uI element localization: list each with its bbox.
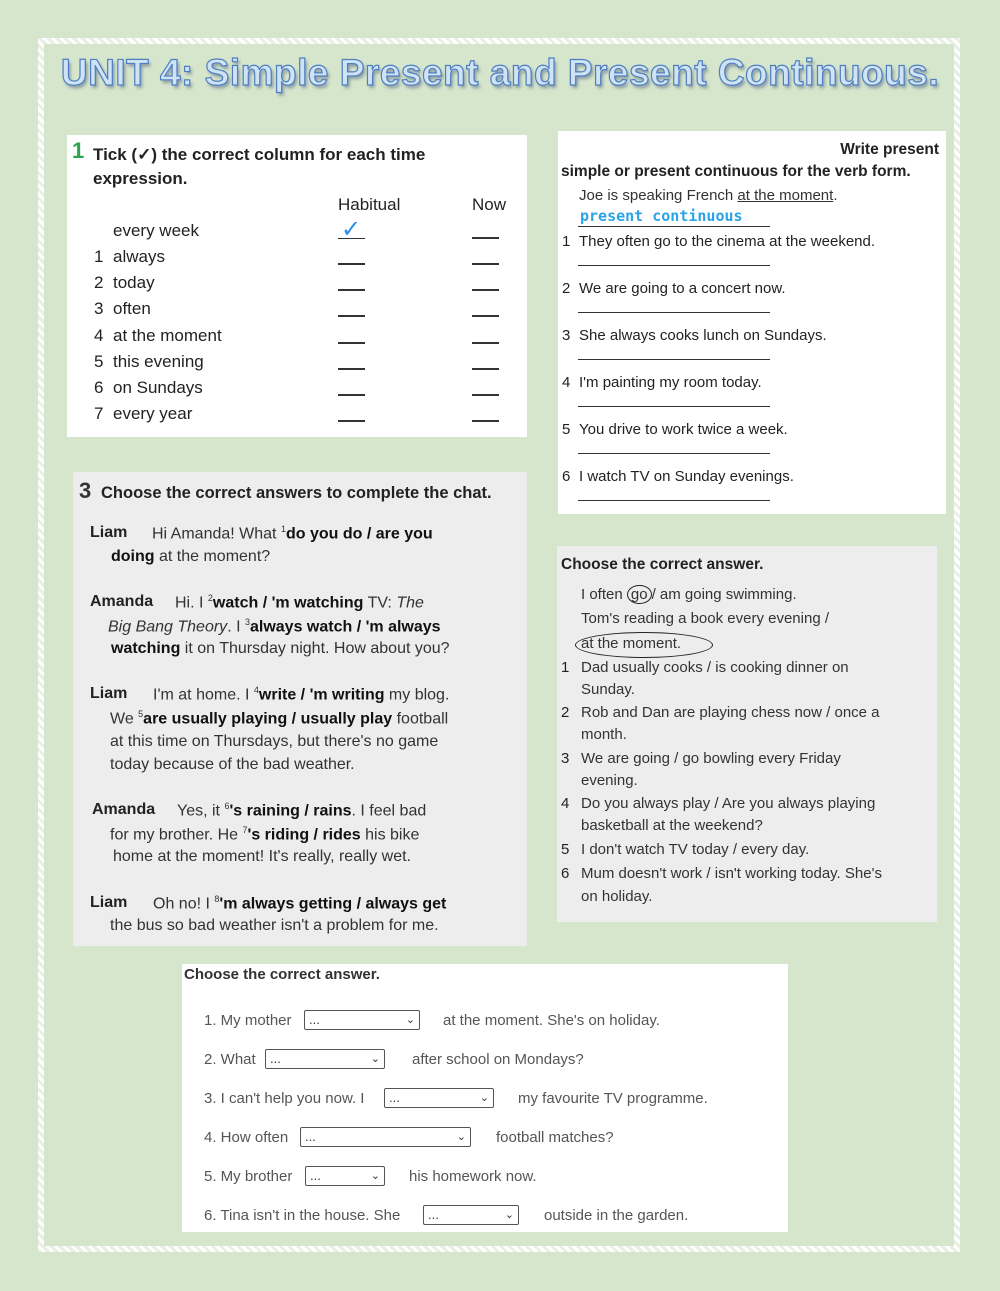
- chat-line: I'm at home. I $^4$write / 'm writing my blog.: [153, 685, 450, 704]
- answer-line[interactable]: [578, 359, 770, 360]
- answer-line-habitual[interactable]: [338, 394, 365, 396]
- table-row: 7 every year: [67, 404, 527, 430]
- check-mark-icon: ✓: [341, 216, 362, 243]
- answer-choice[interactable]: Mum doesn't work / isn't working today. She's: [581, 865, 882, 882]
- exercise-3-panel: [73, 472, 527, 946]
- example-answer: present continuous: [580, 207, 743, 225]
- answer-line-habitual[interactable]: [338, 420, 365, 422]
- answer-choice[interactable]: 'm always getting / always get: [219, 895, 447, 913]
- chat-line: watching it on Thursday night. How about you?: [111, 640, 450, 657]
- answer-choice[interactable]: 's riding / rides: [247, 826, 361, 844]
- list-item: 3. I can't help you now. I ... ⌄ my favourite TV programme.: [204, 1090, 708, 1107]
- list-item: 4. How often ... ⌄ football matches?: [204, 1129, 614, 1146]
- chevron-down-icon: ⌄: [405, 1014, 415, 1026]
- answer-line[interactable]: [578, 312, 770, 313]
- list-item: 1. My mother ... ⌄ at the moment. She's on holiday.: [204, 1012, 660, 1029]
- answer-line-habitual[interactable]: [338, 368, 365, 370]
- chevron-down-icon: ⌄: [456, 1131, 466, 1143]
- chevron-down-icon: ⌄: [504, 1209, 514, 1221]
- exercise-instruction: Choose the correct answer.: [184, 966, 380, 983]
- time-expression: every week: [113, 221, 199, 240]
- table-row: 2 today: [67, 273, 527, 299]
- answer-choice[interactable]: watching: [111, 640, 181, 657]
- chat-line: doing at the moment?: [111, 548, 271, 565]
- exercise-2-panel: Write present simple or present continuous for the verb form. Joe is speaking French at the moment. present continuous 1 They often go to the cinema at the weekend. 2 We are going to a concert now. 3 She always cooks lunch on Sundays. 4 I'm painting my room today. 5 You drive to work twice a week. 6 I watch TV on Sunday evenings.: [558, 131, 946, 514]
- exercise-instruction: Choose the correct answer.: [561, 556, 764, 573]
- chat-line: the bus so bad weather isn't a problem for me.: [110, 917, 439, 934]
- answer-line[interactable]: [578, 453, 770, 454]
- table-row: 3 often: [67, 299, 527, 325]
- exercise-number: 1: [72, 138, 85, 163]
- exercise-1-panel: [67, 135, 527, 437]
- answer-choice[interactable]: We are going / go bowling every Friday: [581, 750, 841, 767]
- answer-dropdown[interactable]: ... ⌄: [265, 1049, 385, 1069]
- table-row: 4 at the moment: [67, 326, 527, 352]
- column-header-habitual: Habitual: [338, 195, 401, 214]
- list-item: 2. What ... ⌄ after school on Mondays?: [204, 1051, 584, 1068]
- exercise-instruction: Choose the correct answers to complete the chat.: [101, 484, 492, 502]
- time-expression: today: [113, 273, 155, 292]
- answer-line-now[interactable]: [472, 237, 499, 239]
- answer-choice[interactable]: 's raining / rains: [229, 802, 352, 820]
- speaker-name: Amanda: [92, 801, 156, 818]
- answer-choice[interactable]: doing: [111, 548, 155, 565]
- exercise-instruction: Write present simple or present continuous for the verb form.: [561, 141, 939, 180]
- time-expression: every year: [113, 404, 193, 423]
- chat-line: Hi. I $^2$watch / 'm watching TV: The: [175, 593, 424, 612]
- answer-line[interactable]: [578, 500, 770, 501]
- answer-line-habitual[interactable]: [338, 315, 365, 317]
- answer-line-now[interactable]: [472, 342, 499, 344]
- answer-line[interactable]: [578, 406, 770, 407]
- speaker-name: Amanda: [90, 593, 154, 610]
- page-title: UNIT 4: Simple Present and Present Continuous.: [60, 52, 940, 93]
- time-expression: on Sundays: [113, 378, 203, 397]
- chat-line: Oh no! I $^8$'m always getting / always get: [153, 894, 447, 913]
- speaker-name: Liam: [90, 524, 128, 541]
- answer-choice[interactable]: write / 'm writing: [258, 686, 385, 704]
- answer-line-habitual[interactable]: [338, 238, 365, 239]
- example-sentence: at the moment.: [581, 635, 682, 652]
- answer-dropdown[interactable]: ... ⌄: [305, 1166, 385, 1186]
- time-expression: this evening: [113, 352, 204, 371]
- answer-line-now[interactable]: [472, 420, 499, 422]
- time-expression: at the moment: [113, 326, 222, 345]
- answer-line-now[interactable]: [472, 368, 499, 370]
- answer-choice[interactable]: watch / 'm watching: [212, 594, 364, 612]
- chat-line: today because of the bad weather.: [110, 756, 355, 773]
- answer-line-now[interactable]: [472, 263, 499, 265]
- answer-dropdown[interactable]: ... ⌄: [384, 1088, 494, 1108]
- answer-line-now[interactable]: [472, 315, 499, 317]
- example-sentence: Tom's reading a book every evening /: [581, 610, 830, 627]
- chat-line: for my brother. He $^7$'s riding / rides his bike: [110, 825, 420, 844]
- column-header-now: Now: [472, 195, 507, 214]
- answer-dropdown[interactable]: ... ⌄: [423, 1205, 519, 1225]
- chevron-down-icon: ⌄: [479, 1092, 489, 1104]
- chat-line: Hi Amanda! What $^1$do you do / are you: [152, 524, 433, 543]
- answer-choice[interactable]: do you do / are you: [285, 525, 433, 543]
- answer-choice[interactable]: Do you always play / Are you always playing: [581, 795, 876, 812]
- answer-choice[interactable]: are usually playing / usually play: [143, 710, 393, 728]
- chat-line: We $^5$are usually playing / usually play football: [110, 709, 449, 728]
- answer-line-now[interactable]: [472, 394, 499, 396]
- speaker-name: Liam: [90, 894, 128, 911]
- chat-line: at this time on Thursdays, but there's no game: [110, 733, 439, 750]
- exercise-5-panel: [182, 964, 788, 1232]
- exercise-instruction: Tick (✓) the correct column for each time expression.: [93, 145, 426, 188]
- table-row: 5 this evening: [67, 352, 527, 378]
- list-item: 5. My brother ... ⌄ his homework now.: [204, 1168, 537, 1185]
- answer-choice[interactable]: Dad usually cooks / is cooking dinner on: [581, 659, 849, 676]
- answer-line[interactable]: [578, 265, 770, 266]
- chat-line: Yes, it $^6$'s raining / rains. I feel bad: [177, 801, 427, 820]
- answer-choice[interactable]: always watch / 'm always: [249, 618, 441, 636]
- time-expression: always: [113, 247, 165, 266]
- circled-answer: go: [627, 585, 652, 604]
- answer-line-habitual[interactable]: [338, 342, 365, 344]
- chevron-down-icon: ⌄: [370, 1053, 380, 1065]
- answer-line-now[interactable]: [472, 289, 499, 291]
- speaker-name: Liam: [90, 685, 128, 702]
- exercise-number: 3: [79, 478, 92, 503]
- answer-choice[interactable]: Rob and Dan are playing chess now / once a: [581, 704, 880, 721]
- example-sentence: I often go / am going swimming.: [581, 586, 797, 603]
- answer-dropdown[interactable]: ... ⌄: [300, 1127, 471, 1147]
- exercise-4-panel: Choose the correct answer. I often go / am going swimming. Tom's reading a book every evening / at the moment. 1 Dad usually cooks / is cooking dinner on Sunday. 2 Rob and Dan are playing chess now / once a month. 3 We are going / go bowling every Friday evening. 4 Do you always play / Are you always playing basketball at the weekend? 5 I don't watch TV today / every day. 6 Mum doesn't work / isn't working today. She's on holiday.: [557, 546, 937, 922]
- list-item: 6. Tina isn't in the house. She ... ⌄ outside in the garden.: [204, 1207, 689, 1224]
- table-row: 1 always: [67, 247, 527, 273]
- answer-dropdown[interactable]: ... ⌄: [304, 1010, 420, 1030]
- answer-line-habitual[interactable]: [338, 263, 365, 265]
- chat-line: Big Bang Theory. I $^3$always watch / 'm always: [108, 617, 441, 636]
- answer-line-habitual[interactable]: [338, 289, 365, 291]
- table-row: 6 on Sundays: [67, 378, 527, 404]
- time-expression: often: [113, 299, 151, 318]
- example-sentence: Joe is speaking French at the moment.: [579, 187, 838, 204]
- chevron-down-icon: ⌄: [370, 1170, 380, 1182]
- answer-choice[interactable]: I don't watch TV today / every day.: [581, 841, 810, 858]
- chat-line: home at the moment! It's really, really wet.: [113, 848, 411, 865]
- table-row: [67, 216, 527, 247]
- example-answer-line: [578, 226, 770, 227]
